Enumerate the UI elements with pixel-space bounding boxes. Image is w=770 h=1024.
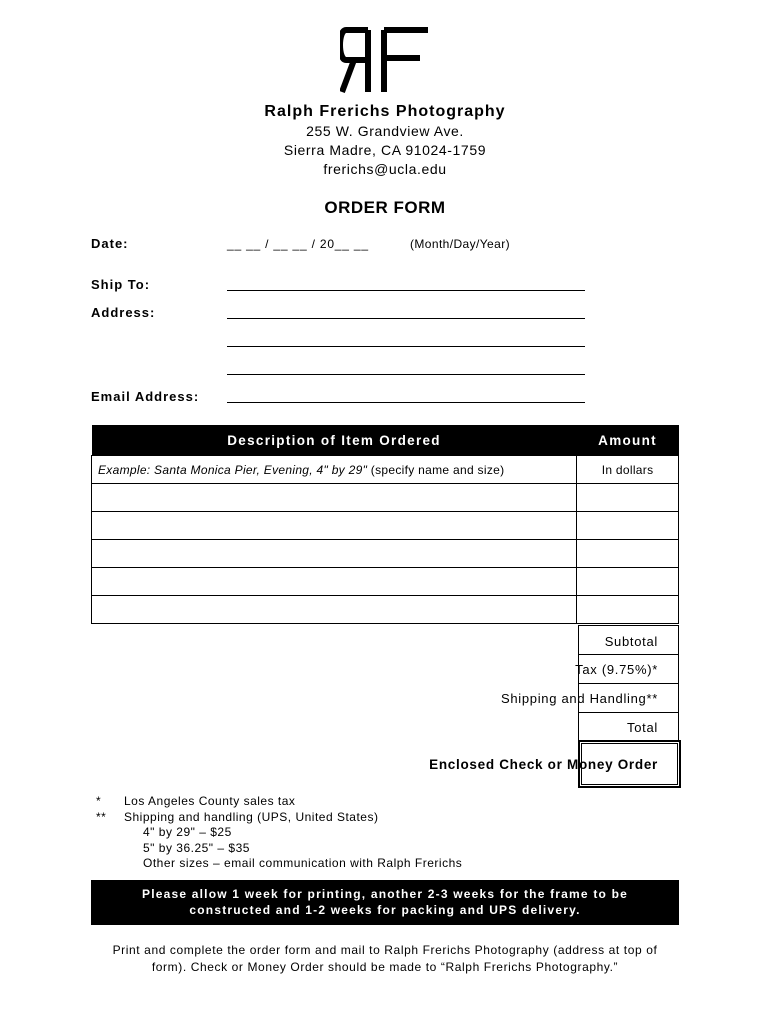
footer-line-2: form). Check or Money Order should be made to “Ralph Frerichs Photography.”	[151, 960, 619, 974]
description-cell[interactable]	[92, 484, 577, 512]
address-field-2[interactable]	[227, 346, 585, 347]
ship-to-field[interactable]	[227, 290, 585, 291]
total-field[interactable]	[578, 712, 679, 741]
amount-cell[interactable]	[577, 512, 679, 540]
note-mark: **	[96, 809, 107, 824]
items-table	[91, 425, 679, 624]
footer-line-1: Print and complete the order form and mail to Ralph Frerichs Photography (address at top of	[112, 943, 658, 957]
table-row[interactable]	[92, 596, 679, 624]
description-cell[interactable]	[92, 568, 577, 596]
banner-line-1: Please allow 1 week for printing, another 2-3 weeks for the frame to be	[142, 887, 628, 901]
address-line-1: 255 W. Grandview Ave.	[306, 123, 464, 139]
example-row	[92, 456, 679, 484]
enclosed-field[interactable]	[578, 740, 681, 788]
subtotal-label: Subtotal	[604, 634, 658, 649]
amount-cell[interactable]	[577, 596, 679, 624]
email-field[interactable]	[227, 402, 585, 403]
email-label: Email Address:	[91, 389, 200, 404]
amount-cell[interactable]	[577, 540, 679, 568]
enclosed-label: Enclosed Check or Money Order	[429, 757, 658, 772]
tax-field[interactable]	[578, 654, 679, 684]
form-title: ORDER FORM	[324, 198, 446, 217]
date-label: Date:	[91, 236, 129, 251]
note-tax: Los Angeles County sales tax	[124, 794, 296, 808]
rf-logo	[340, 26, 432, 96]
description-cell[interactable]	[92, 540, 577, 568]
address-label: Address:	[91, 305, 156, 320]
example-amount: In dollars	[577, 456, 679, 484]
shipping-size-1: 4" by 29" – $25	[143, 825, 232, 839]
date-hint: (Month/Day/Year)	[410, 237, 510, 251]
table-row[interactable]	[92, 540, 679, 568]
company-name: Ralph Frerichs Photography	[264, 103, 506, 120]
table-row[interactable]	[92, 568, 679, 596]
address-field-1[interactable]	[227, 318, 585, 319]
shipping-size-2: 5" by 36.25" – $35	[143, 840, 250, 855]
mail-instructions	[80, 942, 690, 976]
company-email: frerichs@ucla.edu	[323, 161, 447, 177]
table-row[interactable]	[92, 512, 679, 540]
description-cell[interactable]	[92, 596, 577, 624]
note-mark: *	[96, 794, 102, 808]
address-field-3[interactable]	[227, 374, 585, 375]
amount-cell[interactable]	[577, 568, 679, 596]
address-line-2: Sierra Madre, CA 91024-1759	[283, 142, 487, 158]
shipping-label: Shipping and Handling**	[500, 691, 658, 706]
amount-cell[interactable]	[577, 484, 679, 512]
footnotes	[96, 794, 462, 872]
shipping-field[interactable]	[578, 683, 679, 713]
delivery-banner	[91, 880, 679, 925]
shipping-other: Other sizes – email communication with Ralph Frerichs	[143, 856, 463, 870]
note-shipping: Shipping and handling (UPS, United States)	[124, 809, 379, 824]
tax-label: Tax (9.75%)*	[575, 662, 658, 677]
subtotal-field[interactable]	[578, 625, 679, 655]
amount-header: Amount	[577, 425, 679, 456]
example-description: Example: Santa Monica Pier, Evening, 4" by 29" (specify name and size)	[92, 456, 577, 484]
description-header: Description of Item Ordered	[92, 425, 577, 456]
total-label: Total	[627, 720, 658, 735]
table-row[interactable]	[92, 484, 679, 512]
ship-to-label: Ship To:	[91, 277, 151, 292]
description-cell[interactable]	[92, 512, 577, 540]
date-field[interactable]: __ __ / __ __ / 20__ __	[227, 237, 369, 251]
banner-line-2: constructed and 1-2 weeks for packing and UPS delivery.	[189, 903, 581, 917]
